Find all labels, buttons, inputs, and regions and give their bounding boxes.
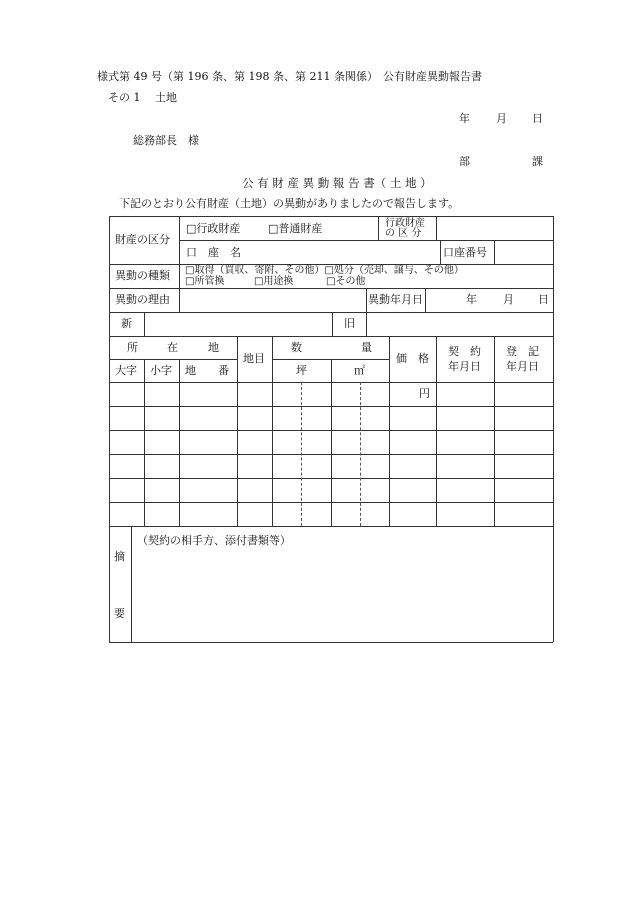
toki-header-1: 登 記 bbox=[506, 345, 539, 358]
dept-bu: 部 bbox=[459, 155, 470, 168]
ido-date-year: 年 bbox=[466, 293, 477, 306]
keiyaku-header-1: 契 約 bbox=[448, 345, 481, 358]
gyosei-zaisan-checkbox[interactable]: □行政財産 bbox=[186, 222, 241, 235]
date-year: 年 bbox=[459, 112, 470, 125]
kyu-label: 旧 bbox=[344, 317, 355, 330]
gyosei-kubun-label-2: の 区 分 bbox=[385, 228, 422, 239]
date-month: 月 bbox=[496, 112, 507, 125]
ido-date-label: 異動年月日 bbox=[368, 293, 423, 306]
sonota-checkbox[interactable]: □その他 bbox=[326, 276, 366, 287]
shozaichi-header-1: 所 bbox=[127, 341, 138, 354]
tsubo-header: 坪 bbox=[296, 364, 307, 377]
zaisan-kubun-label: 財産の区分 bbox=[115, 233, 170, 246]
top-title: 公有財産異動報告書 bbox=[383, 70, 482, 83]
ido-shurui-options-1[interactable]: □取得（買収、寄附、その他）□処分（売却、譲与、その他） bbox=[185, 265, 464, 276]
ido-date-day: 日 bbox=[538, 293, 549, 306]
main-title: 公 有 財 産 異 動 報 告 書（ 土 地 ） bbox=[242, 176, 432, 190]
toki-header-2: 年月日 bbox=[506, 360, 539, 373]
ido-shurui-label: 異動の種類 bbox=[115, 269, 170, 282]
tekiyo-label-1: 摘 bbox=[114, 550, 125, 563]
tekiyo-label-2: 要 bbox=[114, 607, 125, 620]
shokan-gae-checkbox[interactable]: □所管換 bbox=[185, 276, 225, 287]
koaza-header: 小字 bbox=[150, 364, 172, 377]
kakaku-header: 価 格 bbox=[396, 352, 429, 365]
oaza-header: 大字 bbox=[115, 364, 137, 377]
m2-header: ㎡ bbox=[354, 364, 365, 377]
chiban-header: 地 番 bbox=[185, 364, 229, 377]
futsu-zaisan-checkbox[interactable]: □普通財産 bbox=[268, 222, 323, 235]
dept-ka: 課 bbox=[532, 155, 543, 168]
yen-unit: 円 bbox=[419, 387, 430, 400]
shozaichi-header-2: 在 bbox=[167, 341, 178, 354]
koza-mei-label: 口 座 名 bbox=[186, 246, 241, 259]
keiyaku-header-2: 年月日 bbox=[448, 360, 481, 373]
intro-text: 下記のとおり公有財産（土地）の異動がありましたので報告します。 bbox=[119, 197, 460, 210]
yoto-gae-checkbox[interactable]: □用途換 bbox=[254, 276, 294, 287]
addressee: 総務部長 様 bbox=[133, 134, 199, 147]
koza-bango-label: 口座番号 bbox=[443, 246, 487, 259]
suryo-header-2: 量 bbox=[361, 341, 372, 354]
suryo-header-1: 数 bbox=[291, 341, 302, 354]
shozaichi-header-3: 地 bbox=[208, 341, 219, 354]
tekiyo-note: （契約の相手方、添付書類等） bbox=[137, 534, 291, 547]
ido-riyu-label: 異動の理由 bbox=[115, 293, 170, 306]
gyosei-kubun-label-1: 行政財産 bbox=[385, 218, 425, 229]
part-label: その 1 土地 bbox=[108, 91, 177, 104]
date-day: 日 bbox=[532, 112, 543, 125]
shin-label: 新 bbox=[121, 317, 132, 330]
form-number: 様式第 49 号（第 196 条、第 198 条、第 211 条関係） bbox=[97, 70, 378, 83]
ido-date-month: 月 bbox=[503, 293, 514, 306]
chimoku-header: 地目 bbox=[243, 352, 265, 365]
